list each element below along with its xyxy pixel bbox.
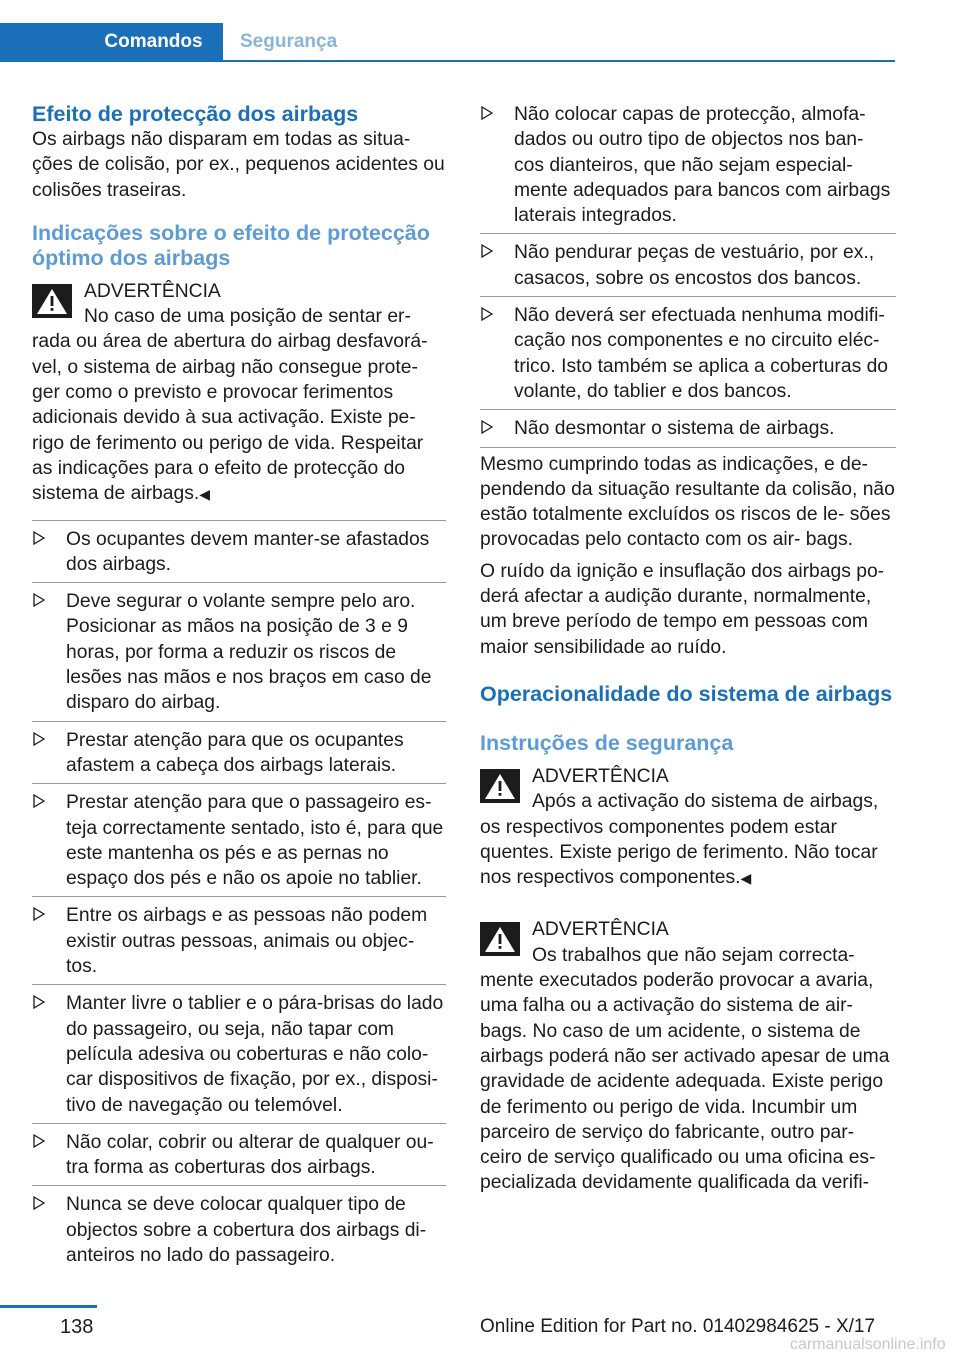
list-item: Os ocupantes devem manter-se afastados dos airbags. — [32, 520, 446, 583]
heading-airbag-effect: Efeito de protecção dos airbags — [32, 102, 359, 126]
heading-safety-instructions: Instruções de segurança — [480, 730, 734, 755]
watermark: carmanualsonline.info — [790, 1336, 946, 1353]
list-item: Não colar, cobrir ou alterar de qualquer ou‐ tra forma as coberturas dos airbags. — [32, 1123, 446, 1186]
edition-note: Online Edition for Part no. 01402984625 - X/17 — [480, 1316, 876, 1337]
triangle-bullet-icon — [33, 531, 45, 545]
end-mark: ◀ — [199, 486, 210, 503]
footer-rule — [0, 1305, 97, 1308]
list-item: Prestar atenção para que o passageiro es‐ teja correctamente sentado, isto é, para que este mantenha os pés e as pernas no espaço dos pés e não os apoie no tablier. — [32, 783, 446, 896]
warning-triangle-icon — [480, 922, 520, 956]
page-number: 138 — [60, 1316, 94, 1338]
warning-text-first: Após a activação do sistema de airbags, — [532, 791, 879, 813]
warning-title: ADVERTÊNCIA — [84, 280, 221, 302]
warning-block — [32, 279, 446, 508]
list-item: Nunca se deve colocar qualquer tipo de objectos sobre a cobertura dos airbags di‐ anteiros no lado do passageiro. — [32, 1185, 446, 1273]
warning-title: ADVERTÊNCIA — [532, 919, 669, 941]
tab-divider — [0, 60, 895, 62]
triangle-bullet-icon — [33, 593, 45, 607]
triangle-bullet-icon — [33, 1196, 45, 1210]
list-item: Não colocar capas de protecção, almofa‐ dados ou outro tipo de objectos nos ban‐ cos dianteiros, que não sejam especial‐ mente adequados para bancos com airbags laterais integrados. — [480, 102, 896, 233]
left-column — [32, 102, 446, 1273]
chapter-tabs — [0, 23, 895, 61]
list-item: Prestar atenção para que os ocupantes afastem a cabeça dos airbags laterais. — [32, 721, 446, 784]
paragraph-airbag-effect: Os airbags não disparam em todas as situa‐ ções de colisão, por ex., pequenos acidentes ou colisões traseiras. — [32, 129, 445, 201]
end-mark: ◀ — [740, 870, 752, 887]
triangle-bullet-icon — [33, 794, 45, 808]
heading-operational: Operacionalidade do sistema de airbags — [480, 681, 893, 706]
warning-text: os respectivos componentes podem estar quentes. Existe perigo de ferimento. Não tocar nos respectivos componentes.◀ — [480, 816, 878, 889]
triangle-bullet-icon — [33, 995, 45, 1009]
paragraph-noise: O ruído da ignição e insuflação dos airbags po‐ derá afectar a audição durante, normalmente, um breve período de tempo em pessoas com maior sensibilidade ao ruído. — [480, 560, 885, 658]
warning-block — [480, 764, 896, 891]
warning-triangle-icon — [32, 284, 72, 318]
paragraph-residual-risk: Mesmo cumprindo todas as indicações, e de‐ pendendo da situação resultante da colisão, não estão totalmente excluídos os riscos de le‐ sões provocadas pelo contacto com os air‐ bags. — [480, 453, 895, 551]
warning-text: mente executados poderão provocar a avaria, uma falha ou a activação do sistema de air‐ bags. No caso de um acidente, o sistema de airbags poderá não ser activado apesar de uma gravidade de acidente adequada. Existe perigo de ferimento ou perigo de vida. Incumbir um parceiro de serviço do fabricante, outro par‐ ceiro de serviço qualificado ou uma oficina es‐ pecializada devidamente qualificada da verifi‐ — [480, 970, 890, 1194]
triangle-bullet-icon — [481, 420, 493, 434]
warning-title: ADVERTÊNCIA — [532, 765, 669, 787]
list-item: Entre os airbags e as pessoas não podem existir outras pessoas, animais ou objec‐ tos. — [32, 896, 446, 984]
warning-triangle-icon — [480, 769, 520, 803]
heading-indications: Indicações sobre o efeito de protecção óptimo dos airbags — [32, 220, 430, 270]
warning-text-first: No caso de uma posição de sentar er‐ — [84, 306, 411, 328]
triangle-bullet-icon — [481, 244, 493, 258]
list-item: Deve segurar o volante sempre pelo aro. Posicionar as mãos na posição de 3 e 9 horas, por forma a reduzir os riscos de lesões nas mãos e nos braços em caso de disparo do airbag. — [32, 582, 446, 720]
triangle-bullet-icon — [481, 307, 493, 321]
list-item: Manter livre o tablier e o pára-brisas do lado do passageiro, ou seja, não tapar com película adesiva ou coberturas e não colo‐ car dispositivos de fixação, por ex., disposi‐ tivo de navegação ou telemóvel. — [32, 984, 446, 1122]
warning-block — [480, 917, 896, 1195]
tab-comandos[interactable]: Comandos — [0, 23, 223, 61]
triangle-bullet-icon — [33, 907, 45, 921]
bullet-list-right — [480, 102, 896, 448]
list-item: Não desmontar o sistema de airbags. — [480, 409, 896, 447]
tab-seguranca[interactable]: Segurança — [240, 31, 338, 52]
list-item: Não pendurar peças de vestuário, por ex., casacos, sobre os encostos dos bancos. — [480, 233, 896, 296]
bullet-list-left — [32, 520, 446, 1274]
triangle-bullet-icon — [33, 732, 45, 746]
warning-text: rada ou área de abertura do airbag desfavorá‐ vel, o sistema de airbag não consegue prote‐ ger como o previsto e provocar ferimentos adicionais devido à sua activação. Existe pe‐ rigo de ferimento ou perigo de vida. Respeitar as indicações para o efeito de protecção do sistema de airbags.◀ — [32, 331, 428, 505]
triangle-bullet-icon — [481, 106, 493, 120]
right-column — [480, 102, 896, 1196]
triangle-bullet-icon — [33, 1134, 45, 1148]
warning-text-first: Os trabalhos que não sejam correcta‐ — [532, 944, 855, 966]
list-item: Não deverá ser efectuada nenhuma modifi‐ cação nos componentes e no circuito eléc‐ trico. Isto também se aplica a coberturas do volante, do tablier e dos bancos. — [480, 296, 896, 409]
